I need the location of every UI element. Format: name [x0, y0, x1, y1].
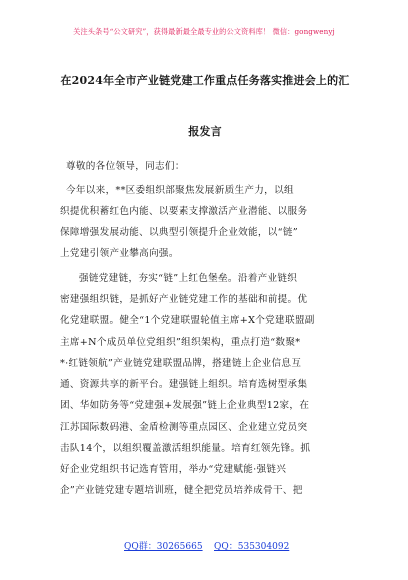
paragraph-line: *·红链领航”产业链党建联盟品牌，搭建链上企业信息互: [60, 358, 302, 369]
paragraph-line: 强链党建链，夯实“链”上红色堡垒。沿着产业链织: [79, 273, 298, 284]
salutation: 尊敬的各位领导，同志们：: [66, 161, 185, 172]
paragraph-line: 上党建引领产业攀高向强。: [60, 248, 179, 259]
header-banner: 关注头条号“公文研究”，获得最新最全最专业的公文资料库！ 微信：gongwenyj: [73, 27, 335, 36]
paragraph-line: 企”产业链党建专题培训班，健全把党员培养成骨干、把: [60, 485, 303, 496]
paragraph-line: 主席+N个成员单位党组织”组织架构，重点打造“数聚*: [60, 337, 301, 348]
footer: [0, 539, 408, 553]
document-title-line-2: 报发言: [188, 125, 222, 138]
paragraph-line: 今年以来，**区委组织部聚焦发展新质生产力，以组: [66, 185, 294, 196]
qq-contact-link[interactable]: QQ：535304092: [214, 542, 290, 552]
paragraph-line: 化党建联盟。健全“1个党建联盟轮值主席+X个党建联盟副: [60, 315, 315, 326]
paragraph-line: 密建强组织链，是抓好产业链党建工作的基础和前提。优: [60, 294, 308, 305]
paragraph-line: 江苏国际数码港、金盾检测等重点园区、企业建立党员突: [60, 422, 308, 433]
document-title-line-1: 在2024年全市产业链党建工作重点任务落实推进会上的汇: [60, 74, 350, 87]
qq-group-link[interactable]: QQ群：30265665: [124, 542, 203, 552]
paragraph-line: 团、华如防务等“党建强+发展强”链上企业典型12家，在: [60, 400, 310, 411]
paragraph-line: 通、资源共享的新平台。建强链上组织。培育选树型承集: [60, 379, 308, 390]
paragraph-line: 保障增强发展动能、以典型引领提升企业效能，以“链”: [60, 227, 298, 238]
paragraph-line: 织提优积蓄红色内能、以要素支撑激活产业潜能、以服务: [60, 206, 308, 217]
paragraph-line: 好企业党组织书记选育管用，举办“党建赋能·强链兴: [60, 464, 287, 475]
paragraph-line: 击队14个，以组织覆盖激活组织能量。培育红领先锋。抓: [60, 443, 311, 454]
